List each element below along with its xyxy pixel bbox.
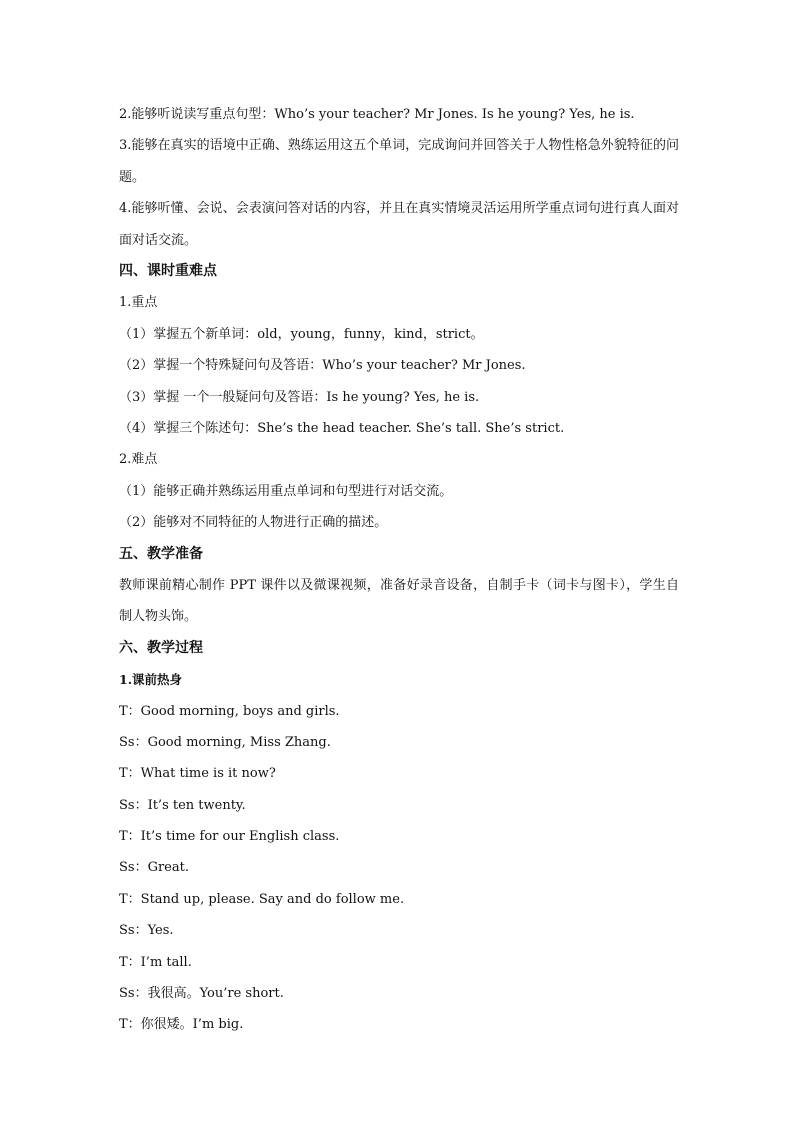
dialogue-line: Ss：It’s ten twenty.	[119, 797, 246, 813]
dialogue-line: T：What time is it now?	[119, 766, 276, 782]
dialogue-line: Ss：Yes.	[119, 923, 174, 939]
dialogue-line: T：Stand up, please. Say and do follow me.	[119, 891, 405, 907]
key-point-item: （4）掌握三个陈述句：She’s the head teacher. She’s tall. She’s strict.	[119, 420, 565, 436]
dialogue-line: Ss：Good morning, Miss Zhang.	[119, 734, 331, 750]
objective-4: 4.能够听懂、会说、会表演问答对话的内容，并且在真实情境灵活运用所学重点词句进行真人面对面对话交流。	[119, 201, 679, 248]
difficult-points-title: 2.难点	[119, 452, 158, 468]
dialogue-line: T：你很矮。I’m big.	[119, 1017, 244, 1033]
section-heading-key-difficult-points: 四、课时重难点	[119, 263, 217, 280]
objective-2: 2.能够听说读写重点句型：Who’s your teacher? Mr Jones. Is he young? Yes, he is.	[119, 107, 635, 122]
warm-up-title: 1.课前热身	[119, 672, 183, 688]
dialogue-line: T：I’m tall.	[119, 954, 192, 970]
key-point-item: （2）掌握一个特殊疑问句及答语：Who’s your teacher? Mr Jones.	[119, 358, 526, 374]
difficult-point-item: （1）能够正确并熟练运用重点单词和句型进行对话交流。	[119, 483, 453, 499]
key-point-item: （3）掌握 一个一般疑问句及答语：Is he young? Yes, he is.	[119, 389, 480, 405]
section-heading-teaching-preparation: 五、教学准备	[119, 545, 203, 562]
key-point-item: （1）掌握五个新单词：old，young，funny，kind，strict。	[119, 326, 484, 342]
objective-3: 3.能够在真实的语境中正确、熟练运用这五个单词，完成询问并回答关于人物性格急外貌特征的问题。	[119, 138, 679, 185]
teaching-preparation-text: 教师课前精心制作 PPT 课件以及微课视频，准备好录音设备，自制手卡（词卡与图卡），学生自制人物头饰。	[119, 577, 679, 625]
section-heading-teaching-process: 六、教学过程	[119, 639, 203, 656]
difficult-point-item: （2）能够对不同特征的人物进行正确的描述。	[119, 515, 388, 531]
key-points-title: 1.重点	[119, 295, 158, 311]
dialogue-line: T：Good morning, boys and girls.	[119, 703, 340, 719]
document-body	[119, 99, 679, 1041]
dialogue-line: Ss：我很高。You’re short.	[119, 986, 284, 1002]
dialogue-line: Ss：Great.	[119, 860, 189, 876]
dialogue-line: T：It’s time for our English class.	[119, 829, 340, 845]
